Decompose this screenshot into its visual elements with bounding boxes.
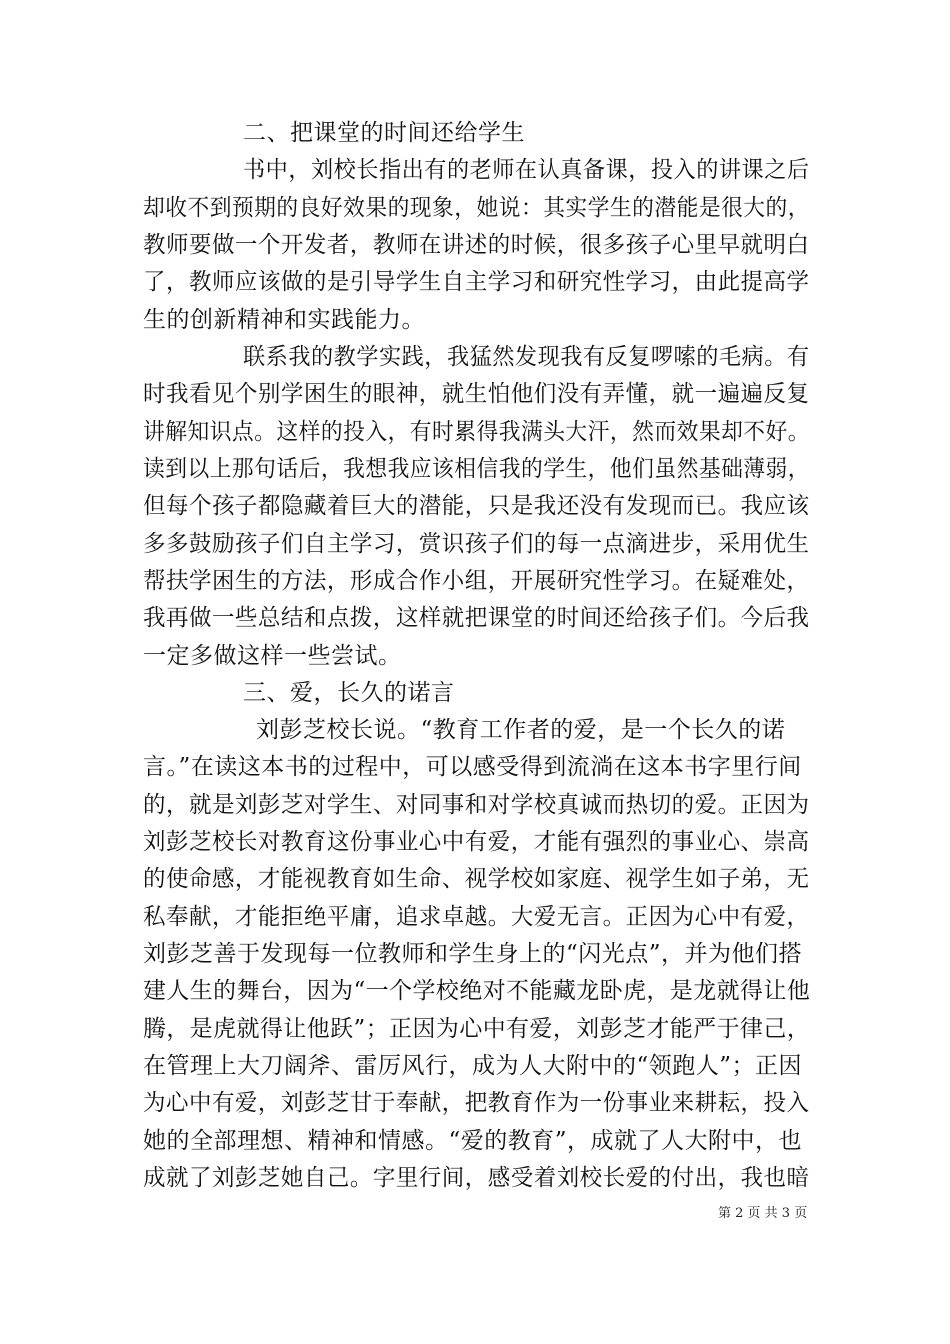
paragraph-line: 我再做一些总结和点拨，这样就把课堂的时间还给孩子们。今后我 [143,605,810,631]
paragraph-line: 的使命感，才能视教育如生命、视学校如家庭、视学生如子弟，无 [143,866,810,892]
paragraph-line: 私奉献，才能拒绝平庸，追求卓越。大爱无言。正因为心中有爱， [143,904,810,930]
paragraph-line: 刘彭芝校长说。“教育工作者的爱，是一个长久的诺 [256,717,786,743]
paragraph-line: 时我看见个别学困生的眼神，就生怕他们没有弄懂，就一遍遍反复 [143,381,810,407]
paragraph-line: 一定多做这样一些尝试。 [143,643,402,669]
paragraph-line: 书中，刘校长指出有的老师在认真备课，投入的讲课之后 [243,157,810,183]
paragraph-line: 多多鼓励孩子们自主学习，赏识孩子们的每一点滴进步，采用优生 [143,531,810,557]
paragraph-line: 腾，是虎就得让他跃”；正因为心中有爱，刘彭芝才能严于律己， [143,1016,811,1042]
paragraph-line: 却收不到预期的良好效果的现象，她说：其实学生的潜能是很大的， [143,195,811,221]
paragraph-line: 为心中有爱，刘彭芝甘于奉献，把教育作为一份事业来耕耘，投入 [143,1090,810,1116]
paragraph-line: 帮扶学困生的方法，形成合作小组，开展研究性学习。在疑难处， [143,568,810,594]
paragraph-line: 刘彭芝校长对教育这份事业心中有爱，才能有强烈的事业心、崇高 [143,829,810,855]
paragraph-line: 言。”在读这本书的过程中，可以感受得到流淌在这本书字里行间 [143,754,802,780]
paragraph-line: 教师要做一个开发者，教师在讲述的时候，很多孩子心里早就明白 [143,232,810,258]
paragraph-line: 生的创新精神和实践能力。 [143,307,425,333]
paragraph-line: 讲解知识点。这样的投入，有时累得我满头大汗，然而效果却不好。 [143,419,811,445]
paragraph-line: 在管理上大刀阔斧、雷厉风行，成为人大附中的“领跑人”；正因 [143,1053,803,1079]
section-heading-3: 三、爱，长久的诺言 [243,680,455,706]
paragraph-line: 的，就是刘彭芝对学生、对同事和对学校真诚而热切的爱。正因为 [143,792,810,818]
paragraph-line: 联系我的教学实践，我猛然发现我有反复啰嗦的毛病。有 [243,344,810,370]
paragraph-line: 建人生的舞台，因为“一个学校绝对不能藏龙卧虎，是龙就得让他 [143,978,811,1004]
paragraph-line: 读到以上那句话后，我想我应该相信我的学生，他们虽然基础薄弱， [143,456,811,482]
page-number-footer: 第 2 页 共 3 页 [718,1206,808,1221]
paragraph-line: 刘彭芝善于发现每一位教师和学生身上的“闪光点”，并为他们搭 [143,941,803,967]
section-heading-2: 二、把课堂的时间还给学生 [243,120,525,146]
paragraph-line: 了，教师应该做的是引导学生自主学习和研究性学习，由此提高学 [143,269,810,295]
paragraph-line: 成就了刘彭芝她自己。字里行间，感受着刘校长爱的付出，我也暗 [143,1165,810,1191]
paragraph-line: 但每个孩子都隐藏着巨大的潜能，只是我还没有发现而已。我应该 [143,493,810,519]
paragraph-line: 她的全部理想、精神和情感。“爱的教育”，成就了人大附中，也 [143,1128,803,1154]
